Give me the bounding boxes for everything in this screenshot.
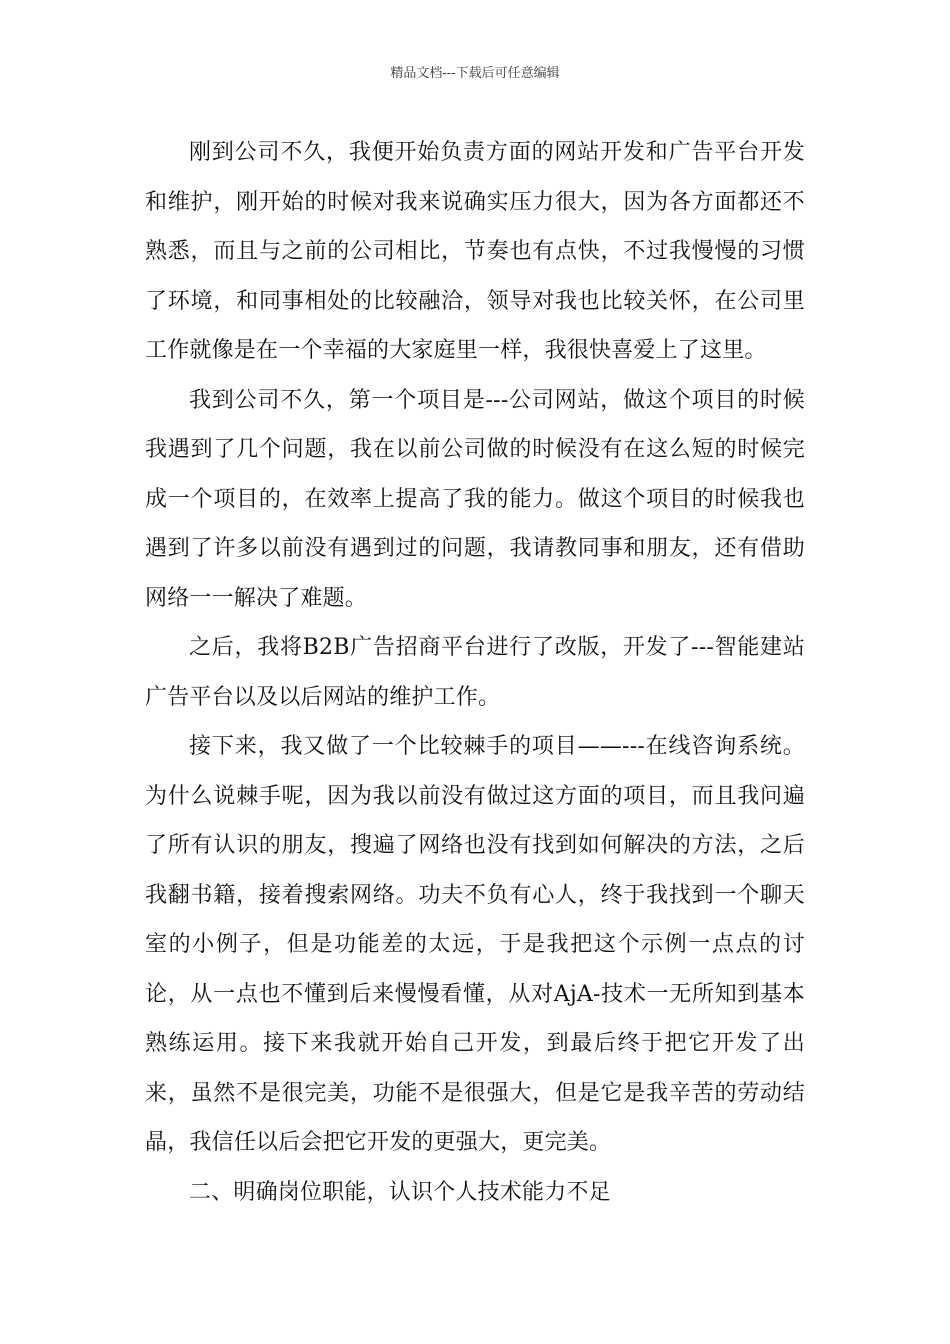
paragraph-online-consult: 接下来，我又做了一个比较棘手的项目——---在线咨询系统。为什么说棘手呢，因为我以前没有做过这方面的项目，而且我问遍了所有认识的朋友，搜遍了网络也没有找到如何解决的方法，之后我翻书籍，接着搜索网络。功夫不负有心人，终于我找到一个聊天室的小例子，但是功能差的太远，于是我把这个示例一点点的讨论，从一点也不懂到后来慢慢看懂，从对AjA-技术一无所知到基本熟练运用。接下来我就开始自己开发，到最后终于把它开发了出来，虽然不是很完美，功能不是很强大，但是它是我辛苦的劳动结晶，我信任以后会把它开发的更强大，更完美。 (145, 734, 805, 1155)
paragraph-intro: 刚到公司不久，我便开始负责方面的网站开发和广告平台开发和维护，刚开始的时候对我来说确实压力很大，因为各方面都还不熟悉，而且与之前的公司相比，节奏也有点快，不过我慢慢的习惯了环境，和同事相处的比较融洽，领导对我也比较关怀，在公司里工作就像是在一个幸福的大家庭里一样，我很快喜爱上了这里。 (145, 140, 805, 363)
document-body (145, 128, 805, 1217)
paragraph-first-project: 我到公司不久，第一个项目是---公司网站，做这个项目的时候我遇到了几个问题，我在以前公司做的时候没有在这么短的时候完成一个项目的，在效率上提高了我的能力。做这个项目的时候我也遇到了许多以前没有遇到过的问题，我请教同事和朋友，还有借助网络一一解决了难题。 (145, 387, 805, 611)
page-header: 精品文档---下载后可任意编辑 (390, 66, 560, 81)
paragraph-b2b-platform: 之后，我将B2B广告招商平台进行了改版，开发了---智能建站广告平台以及以后网站的维护工作。 (145, 635, 805, 710)
section-heading: 二、明确岗位职能，认识个人技术能力不足 (189, 1179, 611, 1205)
